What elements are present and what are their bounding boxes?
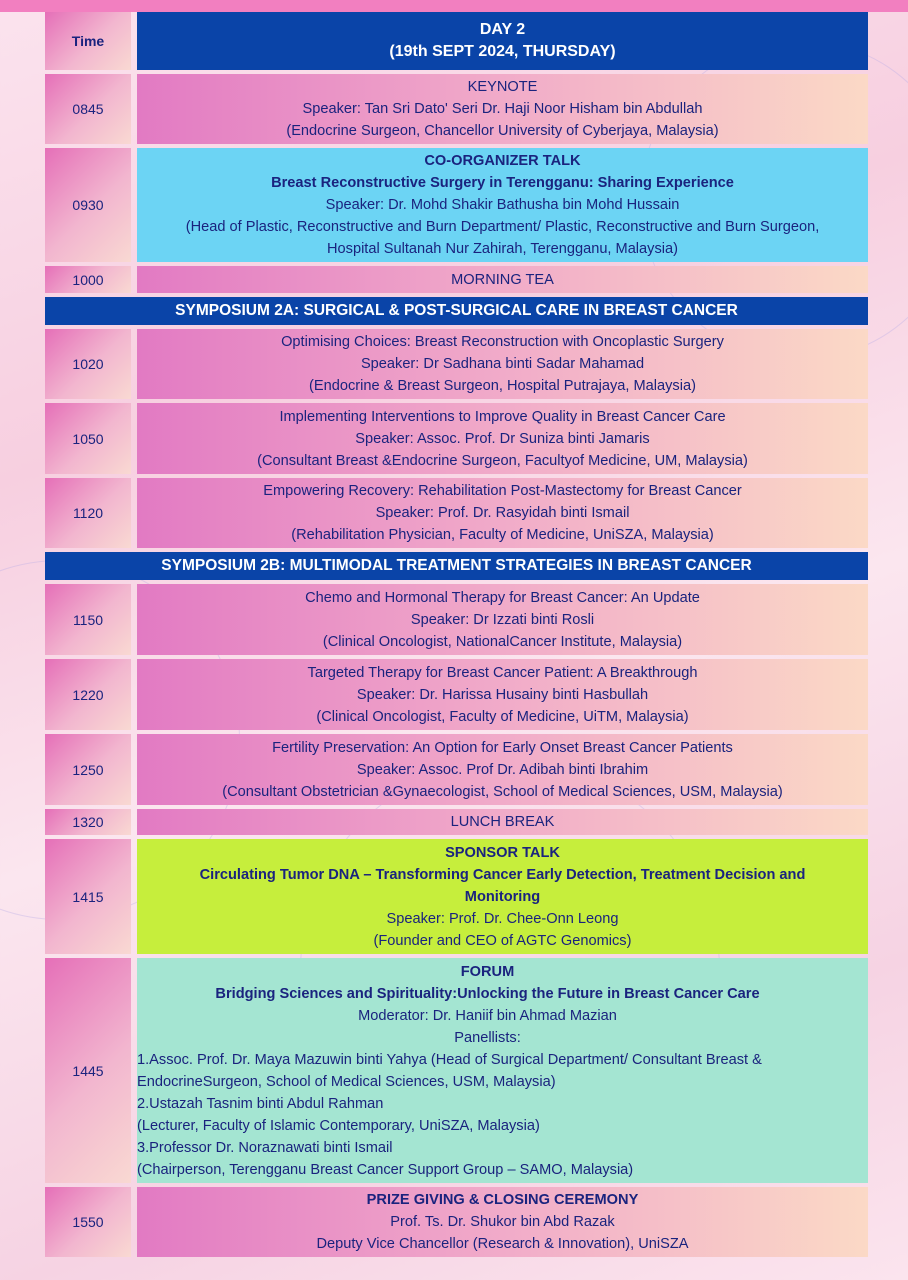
moderator: Moderator: Dr. Haniif bin Ahmad Mazian bbox=[358, 1007, 617, 1024]
session-row bbox=[45, 734, 868, 805]
session-time: 1220 bbox=[45, 659, 131, 730]
session-row bbox=[45, 403, 868, 474]
speaker-affiliation: (Clinical Oncologist, NationalCancer Institute, Malaysia) bbox=[322, 633, 683, 650]
speaker-affiliation: (Consultant Breast &Endocrine Surgeon, Facultyof Medicine, UM, Malaysia) bbox=[257, 452, 748, 469]
symposium-2a-header: SYMPOSIUM 2A: SURGICAL & POST-SURGICAL CARE IN BREAST CANCER bbox=[45, 297, 868, 325]
session-time: 1050 bbox=[45, 403, 131, 474]
session-details bbox=[137, 478, 868, 548]
schedule-table bbox=[45, 12, 868, 1261]
panellist-2: 2.Ustazah Tasnim binti Abdul Rahman bbox=[137, 1095, 384, 1112]
session-details bbox=[137, 403, 868, 474]
session-time: 1445 bbox=[45, 958, 131, 1183]
speaker-affiliation: Deputy Vice Chancellor (Research & Innovation), UniSZA bbox=[316, 1236, 689, 1252]
session-time: 1250 bbox=[45, 734, 131, 805]
speaker-affiliation: (Rehabilitation Physician, Faculty of Medicine, UniSZA, Malaysia) bbox=[291, 527, 714, 543]
session-time: 1150 bbox=[45, 584, 131, 655]
symposium-2b-header: SYMPOSIUM 2B: MULTIMODAL TREATMENT STRATEGIES IN BREAST CANCER bbox=[45, 552, 868, 580]
session-title: Chemo and Hormonal Therapy for Breast Cancer: An Update bbox=[305, 589, 700, 606]
session-category: SPONSOR TALK bbox=[445, 844, 560, 861]
session-row-lunch bbox=[45, 809, 868, 835]
session-speaker: Speaker: Tan Sri Dato' Seri Dr. Haji Noor Hisham bin Abdullah bbox=[302, 101, 703, 117]
session-details bbox=[137, 148, 868, 262]
session-row-keynote bbox=[45, 74, 868, 144]
session-time: 1415 bbox=[45, 839, 131, 954]
session-speaker: Speaker: Dr. Harissa Husainy binti Hasbullah bbox=[356, 686, 649, 703]
speaker-affiliation: (Consultant Obstetrician &Gynaecologist, School of Medical Sciences, USM, Malaysia) bbox=[222, 783, 783, 800]
session-row-sponsor bbox=[45, 839, 868, 954]
session-title: Optimising Choices: Breast Reconstruction with Oncoplastic Surgery bbox=[281, 334, 724, 350]
session-time: 1120 bbox=[45, 478, 131, 548]
table-header-row bbox=[45, 12, 868, 70]
top-accent-bar bbox=[0, 0, 908, 12]
session-row-closing bbox=[45, 1187, 868, 1257]
session-speaker: Speaker: Dr. Mohd Shakir Bathusha bin Mohd Hussain bbox=[325, 197, 680, 213]
session-row bbox=[45, 329, 868, 399]
panellists-label: Panellists: bbox=[454, 1029, 521, 1046]
session-title: Fertility Preservation: An Option for Early Onset Breast Cancer Patients bbox=[272, 739, 733, 756]
day-label: DAY 2 bbox=[479, 21, 526, 38]
speaker-affiliation: (Endocrine Surgeon, Chancellor University of Cyberjaya, Malaysia) bbox=[286, 123, 719, 139]
session-title: Targeted Therapy for Breast Cancer Patient: A Breakthrough bbox=[307, 664, 698, 681]
session-time: 1320 bbox=[45, 809, 131, 835]
speaker-affiliation: (Clinical Oncologist, Faculty of Medicine, UiTM, Malaysia) bbox=[316, 708, 689, 725]
session-speaker: Speaker: Assoc. Prof Dr. Adibah binti Ibrahim bbox=[356, 761, 649, 778]
speaker-affiliation: (Head of Plastic, Reconstructive and Burn Department/ Plastic, Reconstructive and Burn Surgeon, bbox=[185, 219, 820, 235]
session-details bbox=[137, 958, 868, 1183]
session-details bbox=[137, 659, 868, 730]
session-row bbox=[45, 659, 868, 730]
session-row bbox=[45, 584, 868, 655]
time-column-header: Time bbox=[45, 12, 131, 70]
session-details bbox=[137, 809, 868, 835]
session-speaker: Speaker: Prof. Dr. Chee-Onn Leong bbox=[386, 910, 619, 927]
session-details bbox=[137, 266, 868, 293]
session-row bbox=[45, 478, 868, 548]
session-details bbox=[137, 839, 868, 954]
day-header bbox=[137, 12, 868, 70]
session-speaker: Speaker: Assoc. Prof. Dr Suniza binti Jamaris bbox=[355, 430, 650, 447]
session-speaker: Prof. Ts. Dr. Shukor bin Abd Razak bbox=[390, 1214, 615, 1230]
session-time: 1550 bbox=[45, 1187, 131, 1257]
session-title: Bridging Sciences and Spirituality:Unlocking the Future in Breast Cancer Care bbox=[215, 985, 760, 1002]
session-category: FORUM bbox=[460, 963, 515, 980]
panellist-2-affiliation: (Lecturer, Faculty of Islamic Contemporary, UniSZA, Malaysia) bbox=[137, 1117, 540, 1134]
session-speaker: Speaker: Prof. Dr. Rasyidah binti Ismail bbox=[375, 505, 630, 521]
session-title: LUNCH BREAK bbox=[450, 814, 555, 830]
session-speaker: Speaker: Dr Sadhana binti Sadar Mahamad bbox=[360, 356, 645, 372]
session-time: 0930 bbox=[45, 148, 131, 262]
session-row-morning-tea bbox=[45, 266, 868, 293]
session-details bbox=[137, 329, 868, 399]
session-details bbox=[137, 74, 868, 144]
session-title: MORNING TEA bbox=[451, 271, 554, 288]
session-time: 1000 bbox=[45, 266, 131, 293]
session-time: 1020 bbox=[45, 329, 131, 399]
session-time: 0845 bbox=[45, 74, 131, 144]
panellist-1: 1.Assoc. Prof. Dr. Maya Mazuwin binti Yahya (Head of Surgical Department/ Consultant Breast & EndocrineSurgeon, School of Medical Sciences, USM, Malaysia) bbox=[137, 1051, 762, 1090]
session-details bbox=[137, 734, 868, 805]
session-details bbox=[137, 1187, 868, 1257]
panellist-3: 3.Professor Dr. Noraznawati binti Ismail bbox=[137, 1139, 393, 1156]
date-label: (19th SEPT 2024, THURSDAY) bbox=[389, 43, 616, 60]
session-title: PRIZE GIVING & CLOSING CEREMONY bbox=[366, 1192, 639, 1208]
panellist-3-affiliation: (Chairperson, Terengganu Breast Cancer Support Group – SAMO, Malaysia) bbox=[137, 1161, 634, 1178]
session-title: Empowering Recovery: Rehabilitation Post-Mastectomy for Breast Cancer bbox=[263, 483, 742, 499]
session-details bbox=[137, 584, 868, 655]
session-category: CO-ORGANIZER TALK bbox=[424, 153, 581, 169]
session-row-forum bbox=[45, 958, 868, 1183]
session-row-co-organizer bbox=[45, 148, 868, 262]
speaker-affiliation: (Founder and CEO of AGTC Genomics) bbox=[373, 932, 632, 949]
session-title: Circulating Tumor DNA – Transforming Cancer Early Detection, Treatment Decision and Monitoring bbox=[199, 866, 806, 905]
speaker-affiliation-cont: Hospital Sultanah Nur Zahirah, Terengganu, Malaysia) bbox=[327, 241, 678, 257]
session-title: Breast Reconstructive Surgery in Terengganu: Sharing Experience bbox=[271, 175, 734, 191]
session-title: KEYNOTE bbox=[467, 79, 538, 95]
session-speaker: Speaker: Dr Izzati binti Rosli bbox=[410, 611, 595, 628]
session-title: Implementing Interventions to Improve Quality in Breast Cancer Care bbox=[279, 408, 726, 425]
speaker-affiliation: (Endocrine & Breast Surgeon, Hospital Putrajaya, Malaysia) bbox=[309, 378, 696, 394]
